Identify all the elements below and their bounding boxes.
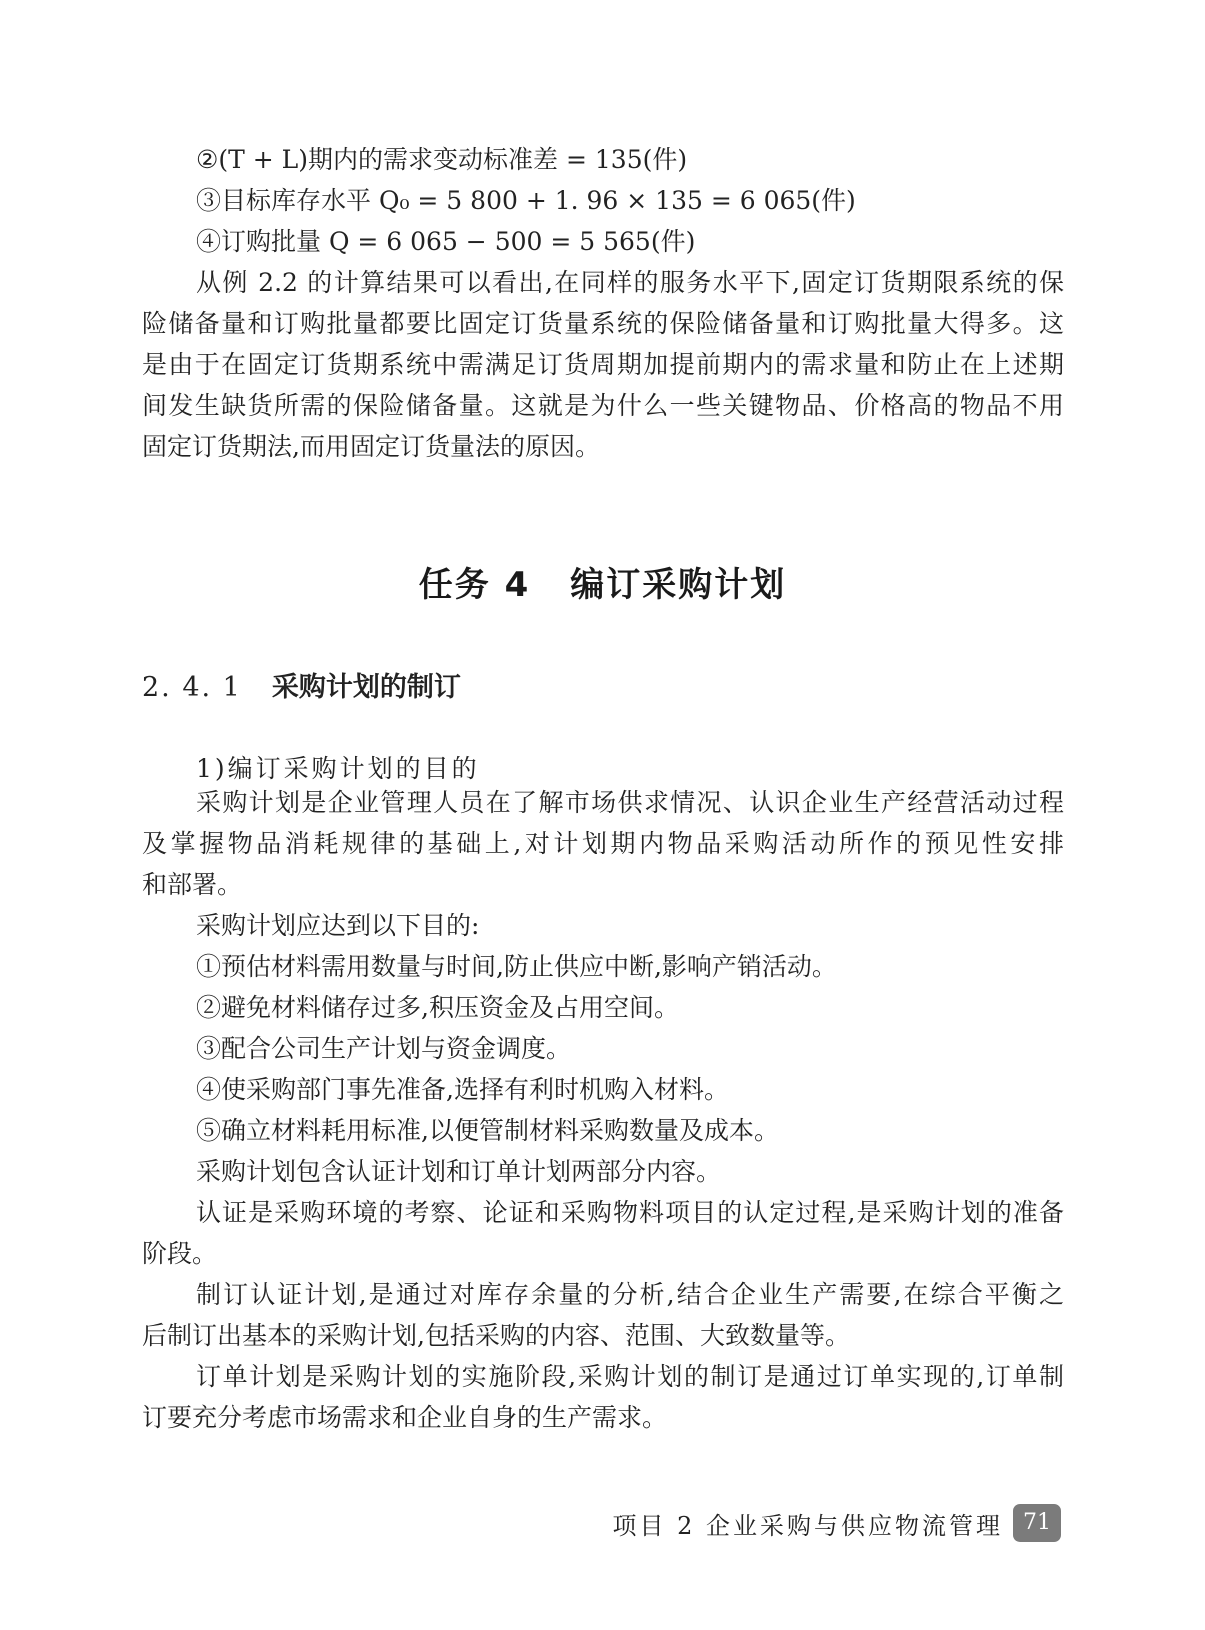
subheading: 1)编订采购计划的目的 (196, 754, 480, 783)
paragraph-line: 险储备量和订购批量都要比固定订货量系统的保险储备量和订购批量大得多。这 (142, 309, 1064, 338)
goal-item: ④使采购部门事先准备,选择有利时机购入材料。 (196, 1075, 729, 1104)
paragraph-line: 采购计划是企业管理人员在了解市场供求情况、认识企业生产经营活动过程 (196, 788, 1064, 817)
goal-item: ③配合公司生产计划与资金调度。 (196, 1034, 572, 1063)
goals-intro: 采购计划应达到以下目的: (196, 911, 480, 940)
goal-item: ①预估材料需用数量与时间,防止供应中断,影响产销活动。 (196, 952, 837, 981)
task-title-text: 编订采购计划 (570, 565, 787, 605)
paragraph-line: 订单计划是采购计划的实施阶段,采购计划的制订是通过订单实现的,订单制 (196, 1362, 1064, 1391)
plan-contents-line: 采购计划包含认证计划和订单计划两部分内容。 (196, 1157, 722, 1186)
paragraph-line: 是由于在固定订货期系统中需满足订货周期加提前期内的需求量和防止在上述期 (142, 350, 1064, 379)
section-number: 2. 4. 1 (142, 672, 242, 703)
paragraph-line: 认证是采购环境的考察、论证和采购物料项目的认定过程,是采购计划的准备 (196, 1198, 1064, 1227)
task-title-number: 任务 4 (418, 565, 531, 605)
formula-line-3: ③目标库存水平 Q₀ = 5 800 + 1. 96 × 135 = 6 065(件) (196, 186, 856, 215)
paragraph-line: 从例 2.2 的计算结果可以看出,在同样的服务水平下,固定订货期限系统的保 (196, 268, 1064, 297)
paragraph-line: 固定订货期法,而用固定订货量法的原因。 (142, 432, 600, 461)
section-heading (142, 670, 461, 706)
goal-item: ⑤确立材料耗用标准,以便管制材料采购数量及成本。 (196, 1116, 779, 1145)
paragraph-line: 后制订出基本的采购计划,包括采购的内容、范围、大致数量等。 (142, 1321, 850, 1350)
paragraph-line: 制订认证计划,是通过对库存余量的分析,结合企业生产需要,在综合平衡之 (196, 1280, 1064, 1309)
footer-project-title: 项目 2 企业采购与供应物流管理 (612, 1511, 1003, 1540)
formula-line-2: ②(T + L)期内的需求变动标准差 = 135(件) (196, 145, 688, 174)
goal-item: ②避免材料储存过多,积压资金及占用空间。 (196, 993, 679, 1022)
paragraph-line: 和部署。 (142, 870, 243, 899)
page-number-badge: 71 (1013, 1504, 1061, 1542)
page-footer (612, 1504, 1061, 1542)
paragraph-line: 间发生缺货所需的保险储备量。这就是为什么一些关键物品、价格高的物品不用 (142, 391, 1064, 420)
formula-line-4: ④订购批量 Q = 6 065 − 500 = 5 565(件) (196, 227, 696, 256)
paragraph-line: 阶段。 (142, 1239, 218, 1268)
section-title: 采购计划的制订 (271, 672, 461, 703)
task-title (0, 563, 1205, 607)
paragraph-line: 订要充分考虑市场需求和企业自身的生产需求。 (142, 1403, 668, 1432)
paragraph-line: 及掌握物品消耗规律的基础上,对计划期内物品采购活动所作的预见性安排 (142, 829, 1064, 858)
